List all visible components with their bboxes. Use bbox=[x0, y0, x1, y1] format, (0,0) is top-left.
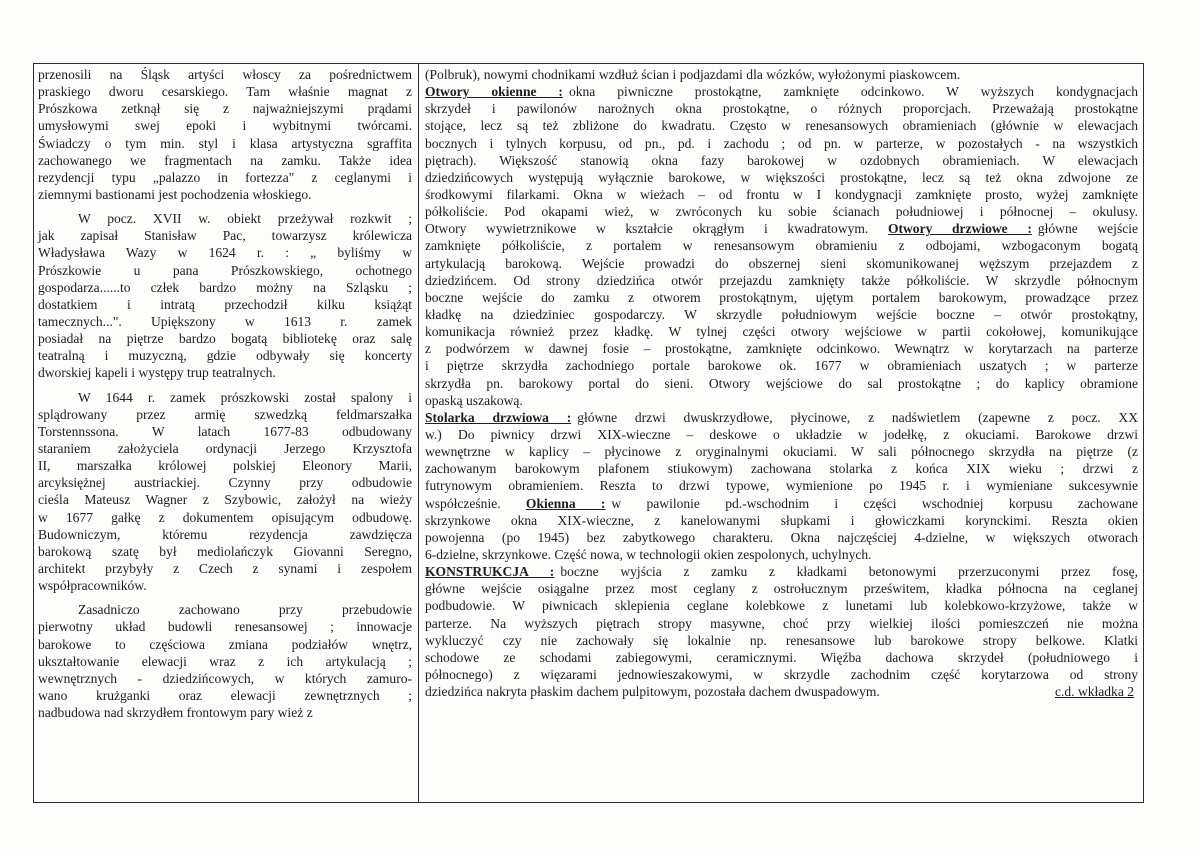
text-line bbox=[425, 529, 1138, 546]
text-fragment: komunikacja również przez kładkę. W tylnej części otwory wejściowe w partii cokołowej, komunikujące bbox=[425, 324, 1138, 340]
text-fragment: powojenna (po 1945) bez zabytkowego charakteru. Okna najczęściej 4-dzielne, w większych otworach bbox=[425, 529, 1138, 545]
text-line: gospodarza......to człek bardzo możny na Szląsku ; bbox=[38, 279, 412, 295]
text-line bbox=[425, 563, 1138, 580]
text-line: Świadczy o tym min. styl i klasa artystyczna sgraffita bbox=[38, 135, 412, 151]
text-fragment: dziedzińca nakryta płaskim dachem pulpitowym, pozostała dachem dwuspadowym. bbox=[425, 684, 880, 700]
section-heading: Okienna : bbox=[525, 495, 606, 511]
document-page bbox=[33, 63, 1144, 803]
text-line bbox=[425, 169, 1138, 186]
text-line bbox=[425, 66, 1138, 83]
text-line bbox=[425, 460, 1138, 477]
text-fragment: półkoliście. Pod okapami wież, w zwróconych ku sobie ścianach południowej i północnej – okulusy. bbox=[425, 204, 1138, 220]
text-line bbox=[425, 580, 1138, 597]
text-fragment: współcześnie. bbox=[425, 495, 501, 511]
section-heading: Otwory drzwiowe : bbox=[887, 221, 1032, 237]
text-line: cieśla Mateusz Wagner z Szybowic, założył na wieży bbox=[38, 492, 412, 508]
text-line: w 1677 gałkę z dokumentem opisującym odbudowę. bbox=[38, 509, 412, 525]
text-fragment: podbudowie. W piwnicach sklepienia ceglane kolebkowe z lunetami lub kolebkowo-krzyżowe, także w bbox=[425, 598, 1138, 614]
text-line: rezydencji typu „palazzo in fortezza" z ceglanymi i bbox=[38, 169, 412, 185]
text-line: Prószkowa zetknął się z najważniejszymi prądami bbox=[38, 101, 412, 117]
text-line: ukształtowanie elewacji wraz z ich artykulacją ; bbox=[38, 653, 412, 669]
text-line: barokowe to częściowa zmiana podziałów wnętrz, bbox=[38, 636, 412, 652]
text-fragment: parterze. Na wyższych piętrach stropy masywne, choć przy wielkiej ilości pomieszczeń nie można bbox=[425, 615, 1138, 631]
text-fragment: piętrach). Większość stanowią okna fazy barokowej w ozdobnych obramieniach. W elewacjach bbox=[425, 152, 1138, 168]
text-fragment: 6-dzielne, skrzynkowe. Część nowa, w technologii okien zespolonych, uchylnych. bbox=[425, 546, 872, 562]
text-fragment: futrynowym obramieniem. Reszta to drzwi typowe, wymienione po 1945 r. i wymieniane sukcesywnie bbox=[425, 478, 1138, 494]
text-fragment: wewnętrzne w kaplicy – płycinowe z oryginalnymi okuciami. W sali północnego skrzydła na piętrze (z bbox=[425, 444, 1138, 460]
text-fragment: artykulacją barokową. Wejście prowadzi do obszernej sieni skomunikowanej węższym przejazdem z bbox=[425, 255, 1138, 271]
text-line bbox=[425, 340, 1138, 357]
text-fragment: zachowanym barokowym plafonem stiukowym) zachowana stolarka z końca XIX wieku ; drzwi z bbox=[425, 461, 1138, 477]
text-line: Torstennssona. W latach 1677-83 odbudowany bbox=[38, 423, 412, 439]
text-fragment: zamknięte półkoliście, z portalem w renesansowym obramieniu z odbojami, wzbogaconym bogatą bbox=[425, 238, 1138, 254]
text-fragment: boczne wejście do zamku z otworem prostokątnym, ujętym portalem barokowym, prowadzące przez bbox=[425, 289, 1138, 305]
text-line bbox=[425, 323, 1138, 340]
text-fragment: (Polbruk), nowymi chodnikami wzdłuż ścian i podjazdami dla wózków, wyłożonymi piaskowcem. bbox=[425, 67, 961, 82]
text-fragment: skrzydła pn. barokowy portal do sieni. Otwory wejściowe do sal prostokątne ; do kaplicy obramione bbox=[425, 375, 1138, 391]
text-line: pierwotny układ budowli renesansowej ; innowacje bbox=[38, 619, 412, 635]
text-line: przenosili na Śląsk artyści włoscy za pośrednictwem bbox=[38, 67, 412, 82]
text-line: Władysława Wazy w 1624 r. : „ byliśmy w bbox=[38, 245, 412, 261]
text-line bbox=[425, 375, 1138, 392]
text-fragment: główne wejście bbox=[1037, 221, 1139, 237]
text-fragment: północnego) z więzarami jednowieszakowymi, w skrzydle zachodnim część korytarzowa od strony bbox=[425, 666, 1138, 682]
text-line bbox=[425, 237, 1138, 254]
text-line bbox=[425, 477, 1138, 494]
left-paragraph bbox=[38, 210, 412, 381]
text-line bbox=[425, 357, 1138, 374]
text-line bbox=[425, 152, 1138, 169]
text-line bbox=[425, 512, 1138, 529]
text-line: dworskiej kapeli i występy trup teatralnych. bbox=[38, 365, 276, 381]
text-fragment: stojące, lecz są też zbliżone do kwadratu. Często w renesansowych obramieniach (głównie w elewacjach bbox=[425, 118, 1138, 134]
text-line: wano krużganki oraz elewacji zewnętrznych ; bbox=[38, 687, 412, 703]
text-line: W 1644 r. zamek prószkowski został spalony i bbox=[78, 389, 412, 405]
column-divider bbox=[418, 64, 419, 802]
text-fragment: boczne wyjścia z zamku z kładkami betonowymi przerzuconymi przez fosę, bbox=[560, 564, 1139, 580]
text-line: II, marszałka królowej polskiej Eleonory Marii, bbox=[38, 458, 412, 474]
text-line bbox=[425, 683, 1138, 700]
text-line bbox=[425, 306, 1138, 323]
text-line bbox=[425, 272, 1138, 289]
text-line: Prószkowie u pana Prószkowskiego, ochotnego bbox=[38, 262, 412, 278]
text-line bbox=[425, 186, 1138, 203]
text-line bbox=[425, 100, 1138, 117]
text-fragment: z podwórzem w dawnej fosie – prostokątne, zamknięte odcinkowo. Wewnątrz w korytarzach na parterze bbox=[425, 341, 1138, 357]
text-line bbox=[425, 255, 1138, 272]
text-line bbox=[425, 666, 1138, 683]
text-line: splądrowany przez armię szwedzką feldmarszałka bbox=[38, 406, 412, 422]
right-column bbox=[425, 66, 1138, 700]
text-line: dostatkiem i intratą przechodził kilku książąt bbox=[38, 296, 412, 312]
text-line bbox=[425, 135, 1138, 152]
text-fragment: główne wejście osiągalne przez most ceglany z ostrołucznym prześwitem, kładka północna na ceglanej bbox=[425, 581, 1138, 597]
text-line bbox=[425, 649, 1138, 666]
text-line bbox=[425, 495, 1138, 512]
text-line: Budowniczym, któremu rezydencja zawdzięcza bbox=[38, 526, 412, 542]
text-fragment: Otwory wywietrznikowe w kształcie okrągłym i kwadratowym. bbox=[425, 221, 869, 237]
text-line: współpracowników. bbox=[38, 578, 147, 594]
text-line: praskiego dworu cesarskiego. Tam właśnie magnat z bbox=[38, 84, 412, 100]
text-fragment: główne drzwi dwuskrzydłowe, płycinowe, z nadświetlem (zapewne z pocz. XX bbox=[577, 409, 1138, 425]
text-line: W pocz. XVII w. obiekt przeżywał rozkwit ; bbox=[78, 211, 412, 227]
text-line: staraniem założyciela ordynacji Jerzego Krzysztofa bbox=[38, 440, 412, 456]
text-line: teatralną i muzyczną, gdzie odbywały się koncerty bbox=[38, 348, 412, 364]
text-line: barokową szatę był mediolańczyk Giovanni Seregno, bbox=[38, 543, 412, 559]
text-line bbox=[425, 409, 1138, 426]
text-line: jak zapisał Stanisław Pac, towarzysz królewicza bbox=[38, 228, 412, 244]
text-fragment: skrzydeł i pawilonów narożnych okna prostokątne, o różnych proporcjach. Przeważają prostokątne bbox=[425, 101, 1138, 117]
text-fragment: skrzynkowe okna XIX-wieczne, z kanelowanymi słupkami i głowiczkami korynckimi. Reszta okien bbox=[425, 512, 1138, 528]
left-paragraph bbox=[38, 389, 412, 595]
text-line: ziemnymi bastionami jest pochodzenia włoskiego. bbox=[38, 186, 312, 202]
text-fragment: bocznych i tylnych korpusu, od pn., pd. i zachodu ; od pn. w parterze, w pozostałych - na wszystkich bbox=[425, 135, 1138, 151]
text-line: architekt przybyły z Czech z synami i zespołem bbox=[38, 560, 412, 576]
text-line bbox=[425, 597, 1138, 614]
text-fragment: wykluczyć czy nie zachowały się lokalnie np. renesansowe lub barokowe stropy belkowe. Klatki bbox=[425, 632, 1138, 648]
text-line bbox=[425, 392, 1138, 409]
text-line bbox=[425, 443, 1138, 460]
text-fragment: dziedzińcowych występują wyłącznie barokowe, w większości prostokątne, lecz są też okna zdwojone ze bbox=[425, 169, 1138, 185]
left-paragraph bbox=[38, 66, 412, 203]
section-heading: Stolarka drzwiowa : bbox=[425, 409, 572, 425]
text-line: wewnętrznych - dziedzińcowych, w których zamuro- bbox=[38, 670, 412, 686]
text-fragment: dziedzińcem. Od strony dziedzińca otwór przejazdu zamknięty także półkoliście. W skrzydle północnym bbox=[425, 272, 1138, 288]
text-fragment: kładkę na dziedziniec gospodarczy. W skrzydle południowym wejście boczne – otwór prostokątny, bbox=[425, 306, 1138, 322]
section-heading: KONSTRUKCJA : bbox=[425, 564, 555, 580]
text-line bbox=[425, 220, 1138, 237]
text-fragment: w pawilonie pd.-wschodnim i części wschodniej korpusu zachowane bbox=[611, 495, 1138, 511]
text-line bbox=[425, 632, 1138, 649]
text-fragment: i piętrze skrzydła zachodniego portale barokowe ok. 1677 w obramieniach uszatych ; w parterze bbox=[425, 358, 1138, 374]
section-heading: Otwory okienne : bbox=[425, 84, 563, 100]
text-line bbox=[425, 83, 1138, 100]
text-line bbox=[425, 546, 1138, 563]
continuation-reference: c.d. wkładka 2 bbox=[1055, 684, 1134, 700]
text-line bbox=[425, 117, 1138, 134]
text-line bbox=[425, 289, 1138, 306]
text-line: umysłowymi swej epoki i wybitnymi twórcami. bbox=[38, 118, 412, 134]
left-paragraph bbox=[38, 601, 412, 721]
text-fragment: okna piwniczne prostokątne, zamknięte odcinkowo. W wyższych kondygnacjach bbox=[568, 84, 1139, 100]
text-fragment: w.) Do piwnicy drzwi XIX-wieczne – deskowe o układzie w jodełkę, z okuciami. Barokowe drzwi bbox=[425, 426, 1138, 442]
text-line: Zasadniczo zachowano przy przebudowie bbox=[78, 602, 412, 618]
text-line: arcyksiężnej austriackiej. Czynny przy odbudowie bbox=[38, 475, 412, 491]
text-line: nadbudowa nad skrzydłem frontowym pary wież z bbox=[38, 705, 313, 721]
text-line: tamecznych...". Upiększony w 1613 r. zamek bbox=[38, 313, 412, 329]
text-fragment: opaską uszakową. bbox=[425, 392, 523, 408]
left-column bbox=[38, 66, 412, 721]
text-fragment: schodowe ze schodami zabiegowymi, ceramicznymi. Więźba dachowa skrzydeł (południowego i bbox=[425, 649, 1138, 665]
text-line bbox=[425, 203, 1138, 220]
text-line bbox=[425, 426, 1138, 443]
text-line: posiadał na piętrze bardzo bogatą bibliotekę oraz salę bbox=[38, 331, 412, 347]
text-line bbox=[425, 615, 1138, 632]
text-fragment: środkowymi filarkami. Okna w wieżach – od frontu w I kondygnacji zamknięte prosto, wyżej zamknięte bbox=[425, 186, 1138, 202]
text-line: zachowanego we fragmentach na zamku. Także idea bbox=[38, 152, 412, 168]
